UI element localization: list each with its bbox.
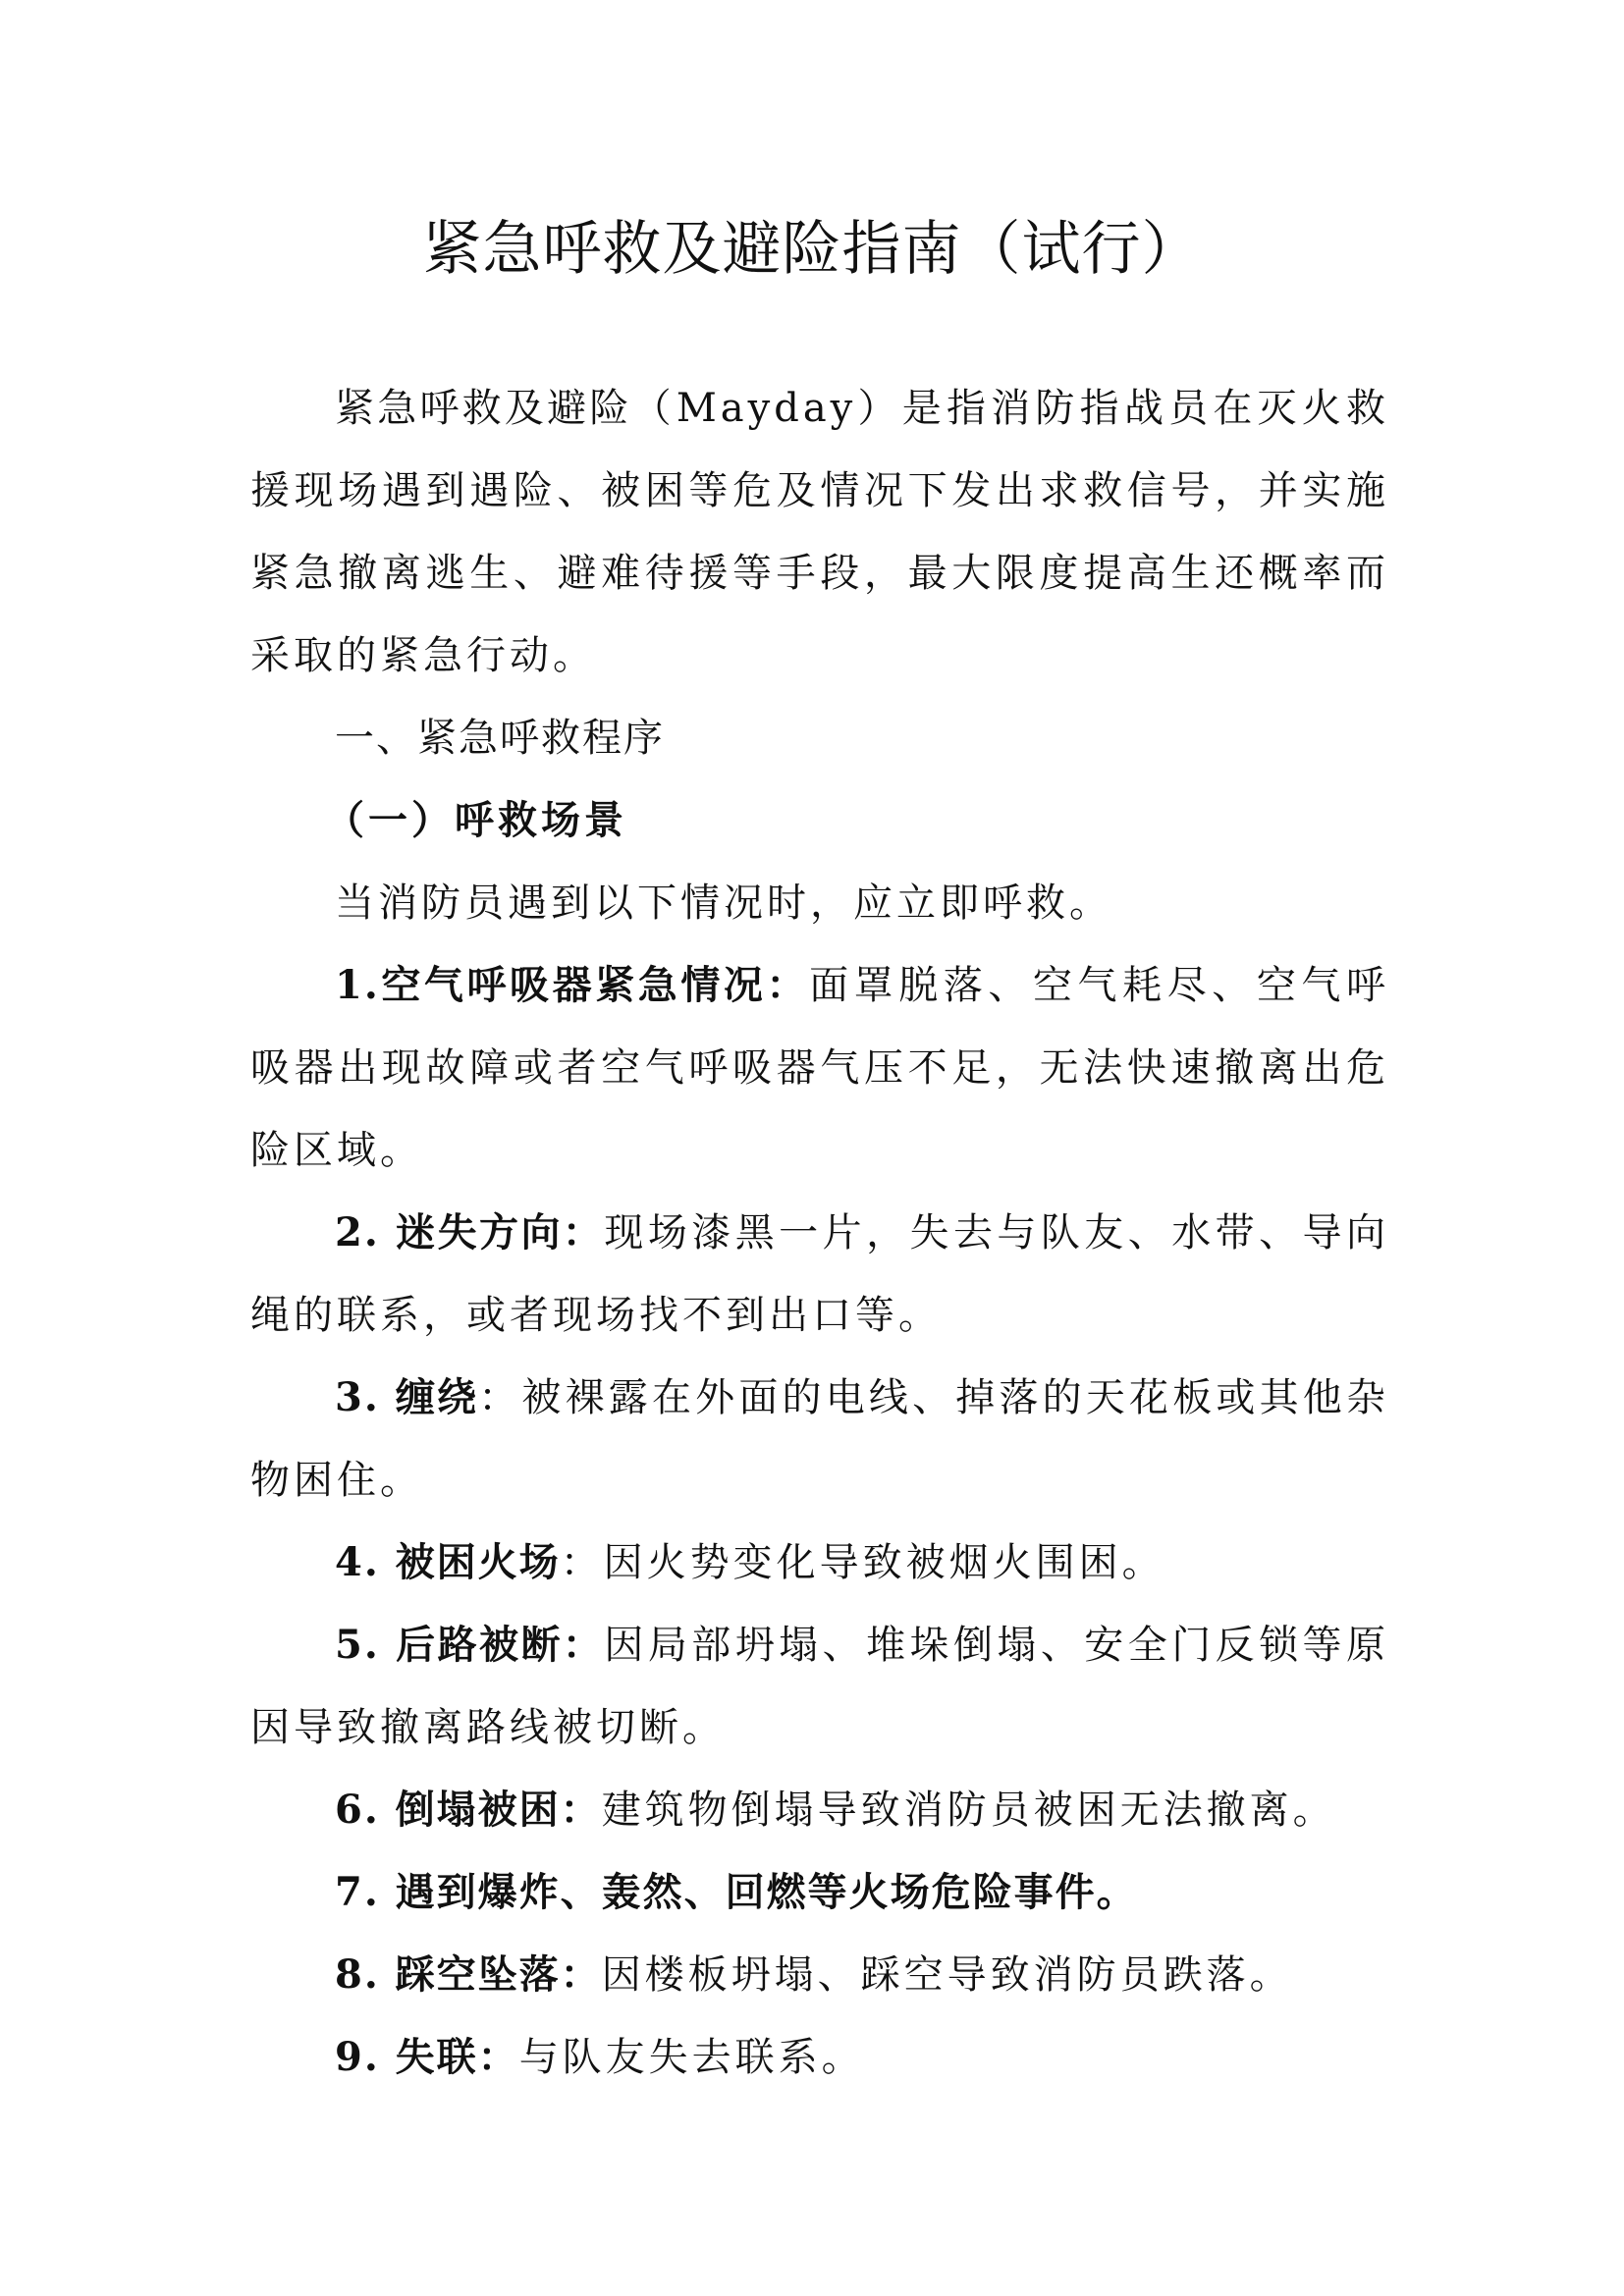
list-item-text: 因楼板坍塌、踩空导致消防员跌落。	[601, 1952, 1293, 1998]
intro-paragraph	[250, 367, 1389, 697]
list-item-label: 2. 迷失方向：	[335, 1209, 605, 1255]
list-item-text: 现场漆黑一片，失去与队友、水带、导向绳的联系，或者现场找不到出口等。	[250, 1210, 1389, 1338]
list-item-text: 因局部坍塌、堆垛倒塌、安全门反锁等原因导致撤离路线被切断。	[250, 1623, 1389, 1750]
scenarios-intro: 当消防员遇到以下情况时，应立即呼救。	[335, 881, 1112, 926]
list-item-label: 5. 后路被断：	[335, 1622, 605, 1668]
list-item-text: 面罩脱落、空气耗尽、空气呼吸器出现故障或者空气呼吸器气压不足，无法快速撤离出危险区域。	[250, 963, 1389, 1173]
list-item	[250, 1192, 1389, 1357]
list-item-text: 建筑物倒塌导致消防员被困无法撤离。	[601, 1788, 1336, 1833]
list-item-text: 与队友失去联系。	[518, 2035, 865, 2080]
list-item-text: ：被裸露在外面的电线、掉落的天花板或其他杂物困住。	[250, 1375, 1389, 1503]
list-item-text: ：因火势变化导致被烟火围困。	[560, 1540, 1165, 1585]
intro-lead: 紧急呼救及避险	[335, 386, 632, 431]
list-item	[250, 1934, 1389, 2016]
list-item-label: 6. 倒塌被困：	[335, 1787, 602, 1833]
list-item-label: 7. 遇到爆炸、轰然、回燃等火场危险事件。	[335, 1869, 1138, 1915]
list-item-label: 4. 被困火场	[335, 1539, 561, 1585]
intro-text: （Mayday）是指消防指战员在灭火救援现场遇到遇险、被困等危及情况下发出求救信号，并实施紧急撤离逃生、避难待援等手段，最大限度提高生还概率而采取的紧急行动。	[250, 386, 1390, 678]
list-item-label: 1.空气呼吸器紧急情况：	[335, 962, 810, 1008]
list-item-label: 3. 缠绕	[335, 1374, 479, 1420]
list-item	[250, 1769, 1389, 1851]
list-item-label: 9. 失联：	[335, 2034, 519, 2080]
document-title: 紧急呼救及避险指南（试行）	[422, 215, 1202, 284]
subsection-heading-call-scenarios: （一）呼救场景	[325, 797, 627, 843]
list-item	[250, 944, 1389, 1192]
document-body	[250, 367, 1389, 2099]
list-item	[250, 1522, 1389, 1604]
list-item-label: 8. 踩空坠落：	[335, 1951, 602, 1998]
section-heading-emergency-call-procedure: 一、紧急呼救程序	[335, 716, 665, 761]
list-item	[250, 1357, 1389, 1522]
list-item	[250, 1851, 1389, 1934]
list-item	[250, 2016, 1389, 2099]
list-item	[250, 1604, 1389, 1769]
